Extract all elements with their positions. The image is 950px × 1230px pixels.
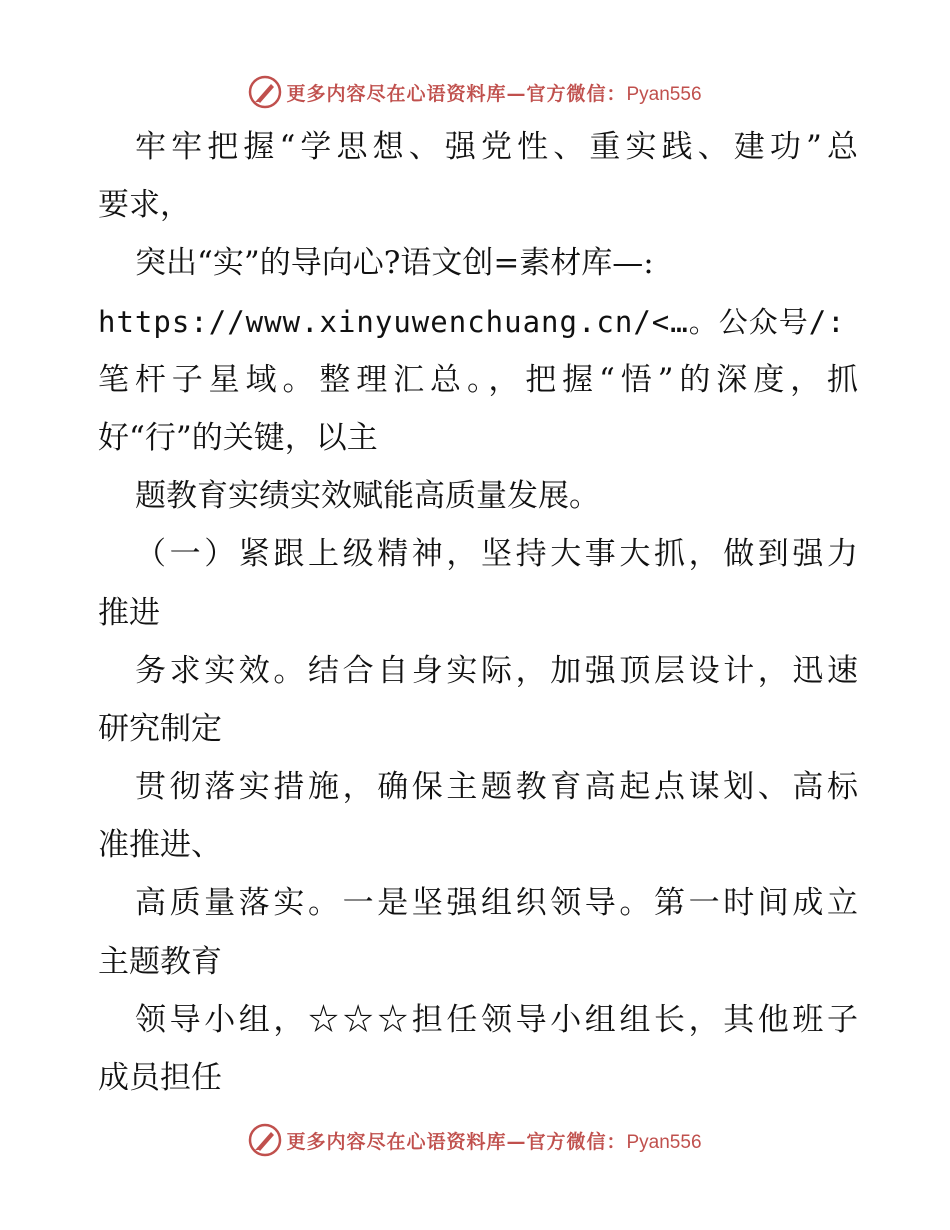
header-banner xyxy=(0,72,950,112)
body-line: 推进 xyxy=(98,594,160,631)
body-line: 牢牢把握“学思想、强党性、重实践、建功”总 xyxy=(135,129,858,165)
document-body xyxy=(98,118,858,1107)
header-site-text: 更多内容尽在心语资料库 xyxy=(286,82,507,105)
pen-logo-icon xyxy=(248,75,282,109)
body-line: 好“行”的关键，以主 xyxy=(98,419,378,456)
body-line: 题教育实绩实效赋能高质量发展。 xyxy=(135,478,600,515)
footer-wechat-label: 官方微信： xyxy=(526,1130,627,1153)
body-line: 务求实效。结合自身实际，加强顶层设计，迅速 xyxy=(135,652,858,689)
body-line-url: https://www.xinyuwenchuang.cn/<…。公众号/: xyxy=(98,304,846,339)
body-line: 贯彻落实措施，确保主题教育高起点谋划、高标 xyxy=(135,769,858,806)
footer-banner xyxy=(0,1120,950,1160)
header-text xyxy=(286,79,701,106)
footer-dash: — xyxy=(506,1130,527,1153)
pen-logo-icon xyxy=(248,1123,282,1157)
header-dash: — xyxy=(506,82,527,105)
body-line: 高质量落实。一是坚强组织领导。第一时间成立 xyxy=(135,885,858,922)
body-line: 主题教育 xyxy=(98,943,222,980)
footer-wechat-id: Pyan556 xyxy=(626,1131,702,1153)
body-line: 突出“实”的导向心?语文创=素材库—: xyxy=(135,245,654,282)
body-line: （一）紧跟上级精神，坚持大事大抓，做到强力 xyxy=(135,536,858,573)
body-line: 笔杆子星域。整理汇总。，把握“悟”的深度，抓 xyxy=(98,361,858,398)
header-wechat-label: 官方微信： xyxy=(526,82,627,105)
header-wechat-id: Pyan556 xyxy=(626,83,702,105)
body-line: 成员担任 xyxy=(98,1060,222,1096)
body-line: 准推进、 xyxy=(98,827,222,864)
footer-text xyxy=(286,1127,701,1154)
body-line: 领导小组，☆☆☆担任领导小组组长，其他班子 xyxy=(135,1001,858,1038)
body-line: 研究制定 xyxy=(98,710,222,747)
body-line: 要求， xyxy=(98,187,191,224)
footer-site-text: 更多内容尽在心语资料库 xyxy=(286,1130,507,1153)
